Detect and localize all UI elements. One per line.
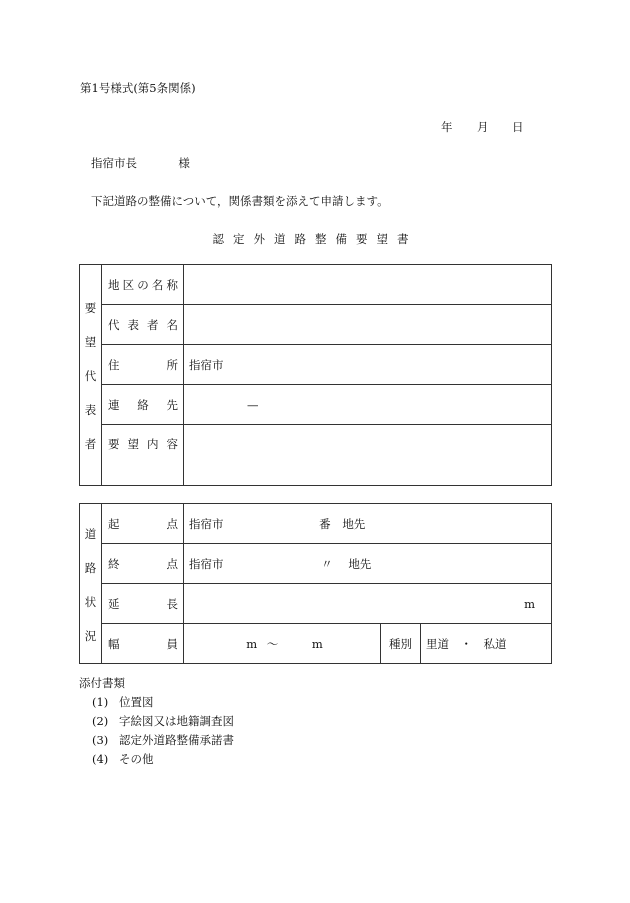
requester-table (79, 264, 552, 486)
table-row (80, 345, 552, 385)
district-name-label: 地 区 の 名 称 (102, 265, 184, 305)
contact-dash: — (247, 397, 259, 412)
table-row (80, 584, 552, 624)
address-field[interactable]: 指宿市 (184, 345, 552, 385)
request-content-field[interactable] (184, 425, 552, 486)
width-field[interactable] (184, 624, 381, 664)
group-char: 者 (84, 437, 97, 451)
requester-group-label (80, 265, 102, 486)
attachment-number: (2) (92, 714, 109, 728)
group-char: 代 (84, 369, 97, 383)
group-char: 況 (84, 628, 97, 643)
attachment-text: 位置図 (119, 695, 154, 709)
end-suffix: 地先 (348, 556, 372, 571)
group-char: 表 (84, 403, 97, 417)
document-title: 認定外道路整備要望書 (212, 232, 418, 246)
list-item (92, 694, 154, 710)
road-table (79, 503, 552, 664)
width-unit-max: m (311, 636, 323, 651)
length-unit: m (524, 596, 535, 611)
addressee-name: 指宿市長 (91, 156, 137, 170)
contact-field[interactable] (184, 385, 552, 425)
table-row (80, 265, 552, 305)
group-char: 路 (84, 560, 97, 575)
list-item (92, 732, 234, 748)
type-label: 種別 (381, 624, 421, 664)
start-point-label: 起 点 (102, 504, 184, 544)
start-suffix: 地先 (342, 516, 366, 531)
table-row (80, 385, 552, 425)
start-ban: 番 (319, 516, 331, 531)
attachment-text: 字絵図又は地籍調査図 (119, 714, 234, 728)
group-char: 望 (84, 335, 97, 349)
end-point-field[interactable] (184, 544, 552, 584)
width-unit-min: m (246, 636, 258, 651)
length-field[interactable] (184, 584, 552, 624)
length-label: 延 長 (102, 584, 184, 624)
end-ditto: 〃 (321, 556, 333, 571)
end-city: 指宿市 (189, 556, 224, 571)
start-point-field[interactable] (184, 504, 552, 544)
table-row (80, 544, 552, 584)
end-point-label: 終 点 (102, 544, 184, 584)
width-label: 幅 員 (102, 624, 184, 664)
intro-text: 下記道路の整備について，関係書類を添えて申請します。 (91, 194, 389, 208)
table-row (80, 504, 552, 544)
date-year-label: 年 (441, 120, 453, 134)
date-day-label: 日 (512, 120, 524, 134)
start-city: 指宿市 (189, 516, 224, 531)
attachment-text: その他 (119, 752, 154, 766)
contact-label: 連 絡 先 (102, 385, 184, 425)
table-row (80, 425, 552, 486)
address-label: 住 所 (102, 345, 184, 385)
addressee (91, 155, 190, 171)
attachment-number: (3) (92, 733, 109, 747)
district-name-field[interactable] (184, 265, 552, 305)
form-id: 第1号様式(第5条関係) (80, 81, 196, 95)
representative-name-label: 代 表 者 名 (102, 305, 184, 345)
group-char: 道 (84, 526, 97, 541)
representative-name-field[interactable] (184, 305, 552, 345)
list-item (92, 713, 234, 729)
table-row (80, 624, 552, 664)
group-char: 状 (84, 594, 97, 609)
attachments-title: 添付書類 (79, 676, 125, 690)
honorific: 様 (178, 156, 190, 170)
list-item (92, 751, 154, 767)
attachment-text: 認定外道路整備承諾書 (119, 733, 234, 747)
date-month-label: 月 (477, 120, 489, 134)
attachment-number: (1) (92, 695, 109, 709)
table-row (80, 305, 552, 345)
road-group-label (80, 504, 102, 664)
width-tilde: 〜 (266, 636, 279, 651)
group-char: 要 (84, 301, 97, 315)
attachment-number: (4) (92, 752, 109, 766)
request-content-label: 要 望 内 容 (102, 425, 184, 486)
type-options[interactable]: 里道 ・ 私道 (421, 624, 552, 664)
